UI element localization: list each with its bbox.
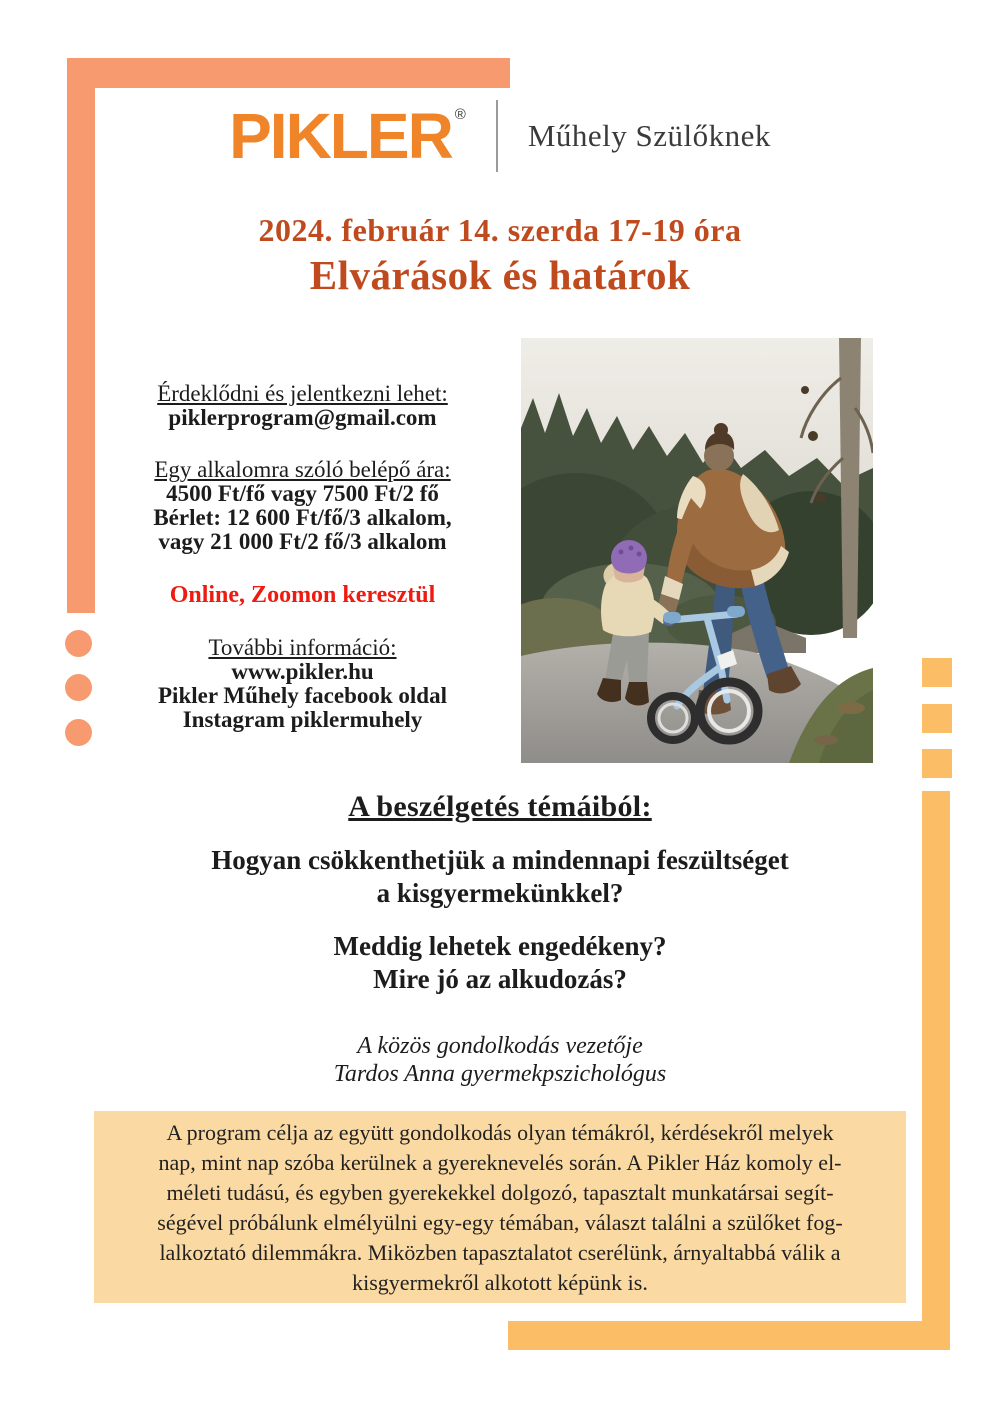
info-column [95,382,510,732]
decor-dot-3 [65,719,92,746]
pikler-logo [229,100,466,172]
info-heading: További információ: [208,635,397,660]
topic-question-2: Meddig lehetek engedékeny? [333,931,667,961]
pricing-line-3: vagy 21 000 Ft/2 fő/3 alkalom [158,529,447,554]
instagram-line: Instagram piklermuhely [182,707,423,732]
topics-section [0,790,1000,996]
pikler-logo-text: PIKLER [229,100,452,172]
website-link: www.pikler.hu [231,659,374,684]
program-description-box [94,1111,906,1303]
leader-section [0,1032,1000,1088]
pricing-line-2: Bérlet: 12 600 Ft/fő/3 alkalom, [153,505,452,530]
decor-top-bar [67,58,510,88]
decor-dot-2 [65,674,92,701]
registered-trademark-icon: ® [454,106,466,123]
description-line: nap, mint nap szóba kerülnek a gyereknevelés során. A Pikler Ház komoly el- [158,1150,842,1175]
event-photo [521,338,873,763]
contact-email: piklerprogram@gmail.com [168,405,437,430]
description-line: lalkoztató dilemmákra. Miközben tapasztalatot cserélünk, árnyaltabbá válik a [159,1240,841,1265]
event-title: Elvárások és határok [309,252,691,298]
pricing-line-1: 4500 Ft/fő vagy 7500 Ft/2 fő [166,481,439,506]
description-line: A program célja az együtt gondolkodás olyan témákról, kérdésekről melyek [166,1120,834,1145]
pricing-heading: Egy alkalomra szóló belépő ára: [154,457,451,482]
description-line: kisgyermekről alkotott képünk is. [352,1270,648,1295]
leader-name-line: Tardos Anna gyermekpszichológus [333,1061,667,1087]
event-date-line: 2024. február 14. szerda 17-19 óra [258,212,742,248]
topic-question-3: Mire jó az alkudozás? [373,964,627,994]
title-block [0,212,1000,299]
description-line: ségével próbálunk elmélyülni egy-egy témában, választ találni a szülőket fog- [157,1210,843,1235]
leader-role-line: A közös gondolkodás vezetője [357,1033,643,1059]
topics-heading: A beszélgetés témáiból: [348,790,652,823]
description-line: méleti tudású, és egyben gyerekekkel dolgozó, tapasztalt munkatársai segít- [166,1180,834,1205]
facebook-line: Pikler Műhely facebook oldal [158,683,447,708]
decor-bottom-bar [508,1321,950,1350]
photo-illustration [521,338,873,763]
contact-heading: Érdeklődni és jelentkezni lehet: [157,381,448,406]
decor-square-2 [922,704,952,733]
header [0,100,1000,172]
logo-divider [496,100,498,172]
online-note: Online, Zoomon keresztül [169,582,436,608]
program-description-text [94,1111,906,1298]
decor-dot-1 [65,630,92,657]
decor-square-3 [922,749,952,778]
decor-square-1 [922,658,952,687]
brand-tagline: Műhely Szülőknek [527,118,771,153]
topic-question-1-line-1: Hogyan csökkenthetjük a mindennapi feszültséget [211,845,789,875]
topic-question-1-line-2: a kisgyermekünkkel? [376,878,624,908]
